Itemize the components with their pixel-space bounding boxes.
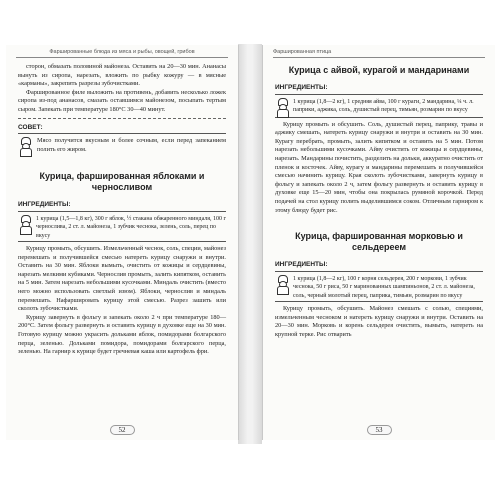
right-ingredients-2-label: ИНГРЕДИЕНТЫ: (275, 261, 328, 269)
right-running-head: Фаршированная птица (273, 49, 485, 58)
right-recipe-1-title: Курица с айвой, курагой и мандаринами (288, 65, 470, 75)
left-method-2: Курицу завернуть в фольгу и запекать около 2 ч при температуре 180—200°С. Затем фольгу развернуть и оставить курицу в духовке еще на 30 мин. Готовую курицу можно украсить дольками яблок, помидорами болгарского перца, зеленью. Дольками помидора, помидорами болгарского перца, зеленью. На гарнир к курице будет гречневая каша или картофель фри. (18, 313, 226, 356)
left-paragraph-2: Фаршированное филе выложить на противень, добавить несколько ложек сиропа из-под ананасов, смазать оставшимся майонезом, посыпать тертым сыром. Запекать при температуре 180°С 30—40 минут. (18, 88, 226, 113)
right-ingredients-1-rule (275, 94, 483, 95)
sovet-rule (18, 133, 226, 134)
right-ingredients-2-bottom-rule (275, 301, 483, 302)
sovet-box (18, 118, 226, 156)
right-ingredients-1-text: 1 курица (1,8—2 кг), 1 средняя айва, 100 г кураги, 2 мандарина, ¼ ч. л. паприки, аджика, соль, душистый перец, тимьян, розмарин по вкусу (293, 98, 474, 113)
right-ingredients-2-row (275, 275, 483, 300)
left-method-1: Курицу промыть, обсушить. Измельченный чеснок, соль, специи, майонез перемешать и получившейся смесью натереть курицу снаружи и внутри. Оставить на 30 мин. Яблоки вымыть, очистить от кожицы и сердцевины, нарезать мелкими кубиками. Чернослив промыть, залить кипятком, оставить на 5 мин. Затем нарезать небольшими кусочками. Миндаль очистить (вместо него можно использовать светлый изюм). Яблоки, чернослив и миндаль перемешать. Нафаршировать курицу этой смесью. Разрез зашить или сколоть зубочистками. (18, 244, 226, 313)
left-content (18, 63, 226, 357)
left-paragraph-1: сторон, обмазать половиной майонеза. Оставить на 20—30 мин. Ананасы вынуть из сиропа, нарезать, вложить по рыбку кожуру — в мясные «карманы», закрепить разрезы зубочистками. (18, 63, 226, 88)
right-ingredients-2-rule (275, 271, 483, 272)
left-ingredients-bottom-rule (18, 241, 226, 242)
right-ingredients-1-label: ИНГРЕДИЕНТЫ: (275, 84, 328, 91)
left-running-head: Фаршированные блюда из мяса и рыбы, овощей, грибов (16, 49, 228, 58)
sovet-text: Мясо получится вкусным и более сочным, если перед запеканием полить его жиром. (37, 137, 226, 153)
right-content (275, 59, 483, 339)
chef-icon (18, 137, 32, 155)
left-page (6, 45, 239, 440)
right-ingredients-1-bottom-rule (275, 117, 483, 118)
left-ingredients-text: 1 курица (1,5—1,8 кг), 300 г яблок, ½ стакана обжаренного миндаля, 100 г чернослива, 2 ст. л. майонеза, 1 зубчик чеснока, зелень, соль, перец по вкусу (36, 215, 227, 239)
sovet-label: СОВЕТ: (18, 123, 43, 131)
left-ingredients-label: ИНГРЕДИЕНТЫ: (18, 201, 71, 209)
right-recipe-2-title: Курица, фаршированная морковью и сельдереем (295, 231, 463, 253)
chef-icon (275, 98, 289, 116)
chef-icon (18, 215, 32, 233)
sovet-row (18, 137, 226, 155)
right-page (262, 45, 495, 440)
right-method-1: Курицу промыть и обсушить. Соль, душистый перец, паприку, травы и аджику смешать, натереть курицу снаружи и внутри и оставить на 30 мин. Курагу перебрать, промыть, залить кипятком и оставить на 5 мин. Потом нарезать небольшими кусочками. Айву очистить от кожицы и сердцевины, нарезать. Мандарины почистить, разделить на дольки, аккуратно очистить от пленок и косточек. Айву, курагу и мандарины перемешать и получившейся смесью начинить курицу. Края сколоть зубочистками, завернуть курицу в фольгу и запекать около 2 ч, затем фольгу развернуть и оставить курицу в духовке еще 15—20 мин, чтобы она покрылась румяной корочкой. Перед подачей на стол курицу полить выделившимся соком. Отличным гарниром к этому блюду будет рис. (275, 120, 483, 214)
right-method-2: Курицу промыть, обсушить. Майонез смешать с солью, специями, измельченным чесноком и натереть курицу снаружи и внутри. Оставить на 20—30 мин. Морковь и корень сельдерея очистить, вымыть, натереть на крупной терке. Рис отварить (275, 304, 483, 338)
right-ingredients-1-row (275, 98, 483, 116)
left-ingredients-rule (18, 211, 226, 212)
right-ingredients-2-text: 1 курица (1,8—2 кг), 100 г корня сельдерея, 200 г моркови, 1 зубчик чеснока, 50 г риса, 50 г маринованных шампиньонов, 2 ст. л. майонеза, соль, черный молотый перец, паприка, тимьян, розмарин по вкусу (293, 275, 475, 299)
left-ingredients-row (18, 215, 226, 240)
right-page-number: 53 (263, 426, 495, 434)
left-recipe-title: Курица, фаршированная яблоками и черносливом (39, 171, 205, 193)
left-page-number: 52 (6, 426, 238, 434)
chef-icon (275, 275, 289, 293)
book-gutter (238, 44, 262, 444)
